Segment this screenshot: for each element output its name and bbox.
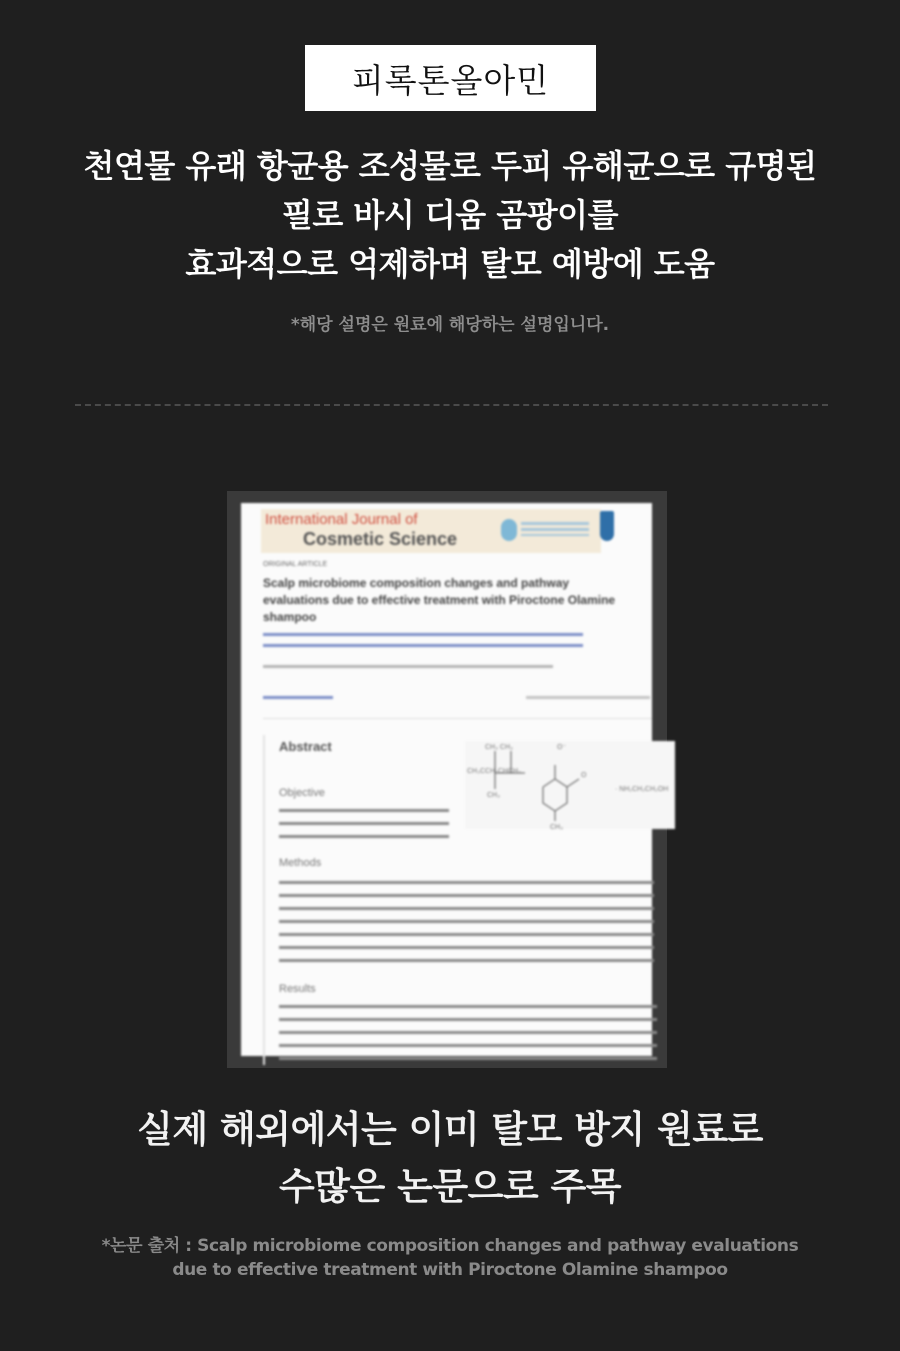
svg-text:· NH₂CH₂CH₂OH: · NH₂CH₂CH₂OH [615,786,669,793]
svg-text:CH₃: CH₃ [487,792,500,799]
svg-text:CH₃ CH₃: CH₃ CH₃ [485,744,513,751]
methods-heading: Methods [279,857,322,869]
paper-title: Scalp microbiome composition changes and pathway evaluations due to effective treatment with Piroctone Olamine shampoo [263,576,616,624]
source-line: due to effective treatment with Piroctone Olamine shampoo [172,1260,728,1280]
author-list [263,633,583,647]
journal-banner [261,509,601,553]
read-full-text-link [263,696,333,699]
headline-line: 천연물 유래 항균용 조성물로 두피 유해균으로 규명된 [83,147,817,185]
abstract-heading: Abstract [279,739,332,754]
section-rule [263,718,652,719]
chemical-structure-icon [465,741,675,829]
journal-name-line2: Cosmetic Science [303,529,458,549]
headline-line: 필로 바시 디움 곰팡이를 [281,196,619,234]
main-headline [0,142,900,289]
shield-logo-icon [600,511,614,541]
article-type: ORIGINAL ARTICLE [263,561,328,568]
svg-text:CH₃: CH₃ [550,824,563,831]
tools-bar [526,696,650,699]
results-heading: Results [279,983,316,995]
dashed-divider [75,404,828,406]
source-line: *논문 출처 : Scalp microbiome composition changes and pathway evaluations [101,1236,799,1256]
abstract-section [263,735,669,1065]
svg-text:CH₃CCH₂CHCH₂: CH₃CCH₂CHCH₂ [467,768,521,775]
publish-info [263,665,553,668]
headline-line: 효과적으로 억제하며 탈모 예방에 도움 [185,245,715,283]
ingredient-name: 피록톤올아민 [351,60,550,100]
ingredient-badge [305,45,596,111]
svg-text:O⁻: O⁻ [557,744,567,751]
ingredient-note: *해당 설명은 원료에 해당하는 설명입니다. [290,315,610,335]
journal-name-line1: International Journal of [265,511,418,528]
svg-text:O: O [581,772,587,779]
headline2-line: 실제 해외에서는 이미 탈모 방지 원료로 [137,1108,763,1151]
society-logo-icon [521,522,589,536]
objective-heading: Objective [279,787,325,799]
paper-image-frame [227,491,667,1068]
paper-screenshot [241,503,669,1056]
results-text [279,1005,657,1065]
objective-text [279,809,449,841]
headline2-line: 수많은 논문으로 주목 [279,1165,621,1208]
secondary-headline [0,1101,900,1215]
journal-logo-icon [501,519,517,541]
methods-text [279,881,654,967]
chemical-structure-image [465,741,675,829]
paper-source-note [0,1234,900,1282]
